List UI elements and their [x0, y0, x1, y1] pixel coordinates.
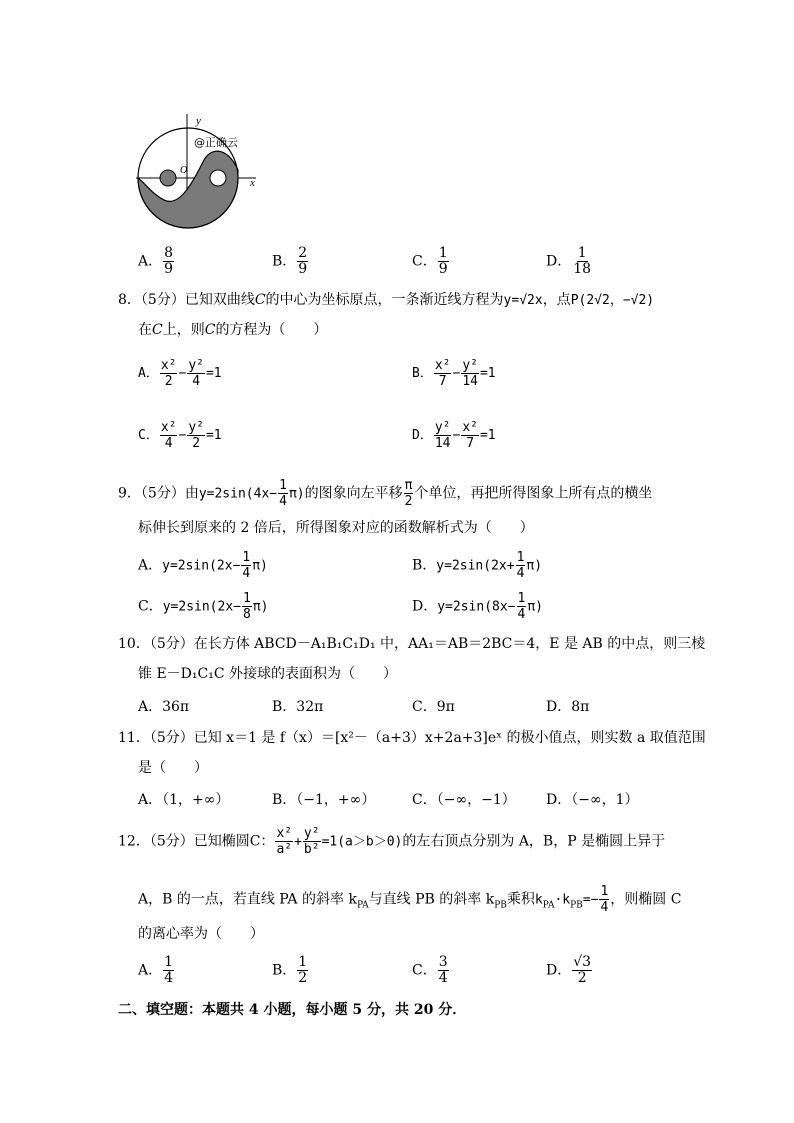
- num: 1: [516, 550, 525, 565]
- den: 4: [242, 566, 251, 581]
- num: x²: [276, 826, 293, 841]
- asymptote-eq: y=√2x: [503, 293, 543, 308]
- num: 1: [438, 245, 448, 261]
- option-letter: C．: [138, 428, 159, 443]
- func-text: =1(a＞b＞0): [321, 834, 403, 850]
- stem-text: ，则椭圆 C: [610, 891, 682, 908]
- q11-option-d[interactable]: D．（−∞，1）: [546, 792, 639, 808]
- q10-option-a[interactable]: A．36π: [138, 699, 190, 715]
- den: 2: [164, 374, 173, 389]
- op: −: [178, 366, 187, 381]
- den: 14: [434, 436, 451, 451]
- point-p: P(2√2，−√2): [570, 293, 655, 308]
- option-letter: C．: [412, 962, 437, 979]
- stem-text: 12．（5分）已知椭圆C：: [118, 833, 275, 850]
- func-text: y=2sin(8x−: [437, 599, 516, 615]
- den: 8: [243, 607, 251, 622]
- den: b²: [303, 842, 320, 857]
- tail: =1: [205, 428, 222, 443]
- num: 1: [577, 245, 587, 261]
- subscript: PB: [570, 900, 583, 911]
- func-text: π): [288, 486, 305, 502]
- option-letter: B．: [272, 253, 297, 270]
- option-letter: D．: [546, 253, 572, 270]
- num: x²: [160, 420, 177, 435]
- subscript: PA: [356, 900, 369, 911]
- den: 9: [438, 261, 448, 277]
- q10-option-b[interactable]: B．32π: [272, 699, 324, 715]
- option-letter: A．: [138, 366, 159, 381]
- num: y²: [303, 826, 320, 841]
- q9-stem-line1: [118, 478, 652, 509]
- den: 7: [466, 436, 475, 451]
- option-letter: A．: [138, 253, 163, 270]
- func-text: π): [527, 599, 543, 615]
- left-dot: [160, 170, 176, 186]
- stem-text: 的左右顶点分别为 A，B，P 是椭圆上异于: [402, 833, 666, 850]
- q10-option-d[interactable]: D．8π: [546, 699, 590, 715]
- num: y²: [434, 420, 451, 435]
- option-letter: B．: [412, 557, 437, 574]
- num: y²: [462, 358, 478, 373]
- func-text: π): [252, 558, 268, 574]
- q7-option-d[interactable]: [546, 246, 593, 277]
- stem-text: 上，则: [162, 322, 205, 338]
- den: 18: [573, 261, 592, 277]
- den: 2: [404, 494, 413, 509]
- q9-option-d[interactable]: [412, 591, 543, 622]
- num: 1: [242, 550, 251, 565]
- den: 7: [438, 374, 447, 389]
- stem-text: 在: [138, 322, 152, 338]
- q7-option-b[interactable]: [272, 246, 309, 277]
- func-text: π): [252, 599, 269, 615]
- q12-option-d[interactable]: [546, 955, 593, 986]
- den: 4: [192, 374, 201, 389]
- num: 8: [164, 245, 174, 261]
- num: x²: [462, 420, 478, 435]
- op: −: [452, 428, 461, 443]
- q9-option-c[interactable]: [138, 591, 268, 622]
- op: +: [294, 834, 302, 850]
- den: 9: [298, 261, 308, 277]
- den: 4: [279, 494, 287, 509]
- stem-text: 9．（5分）由: [118, 485, 199, 502]
- q10-stem-line2: 锥 E－D₁C₁C 外接球的表面积为（ ）: [138, 666, 397, 682]
- den: a²: [276, 842, 293, 857]
- q7-option-a[interactable]: [138, 246, 175, 277]
- op: =−: [582, 892, 599, 908]
- den: 4: [516, 566, 525, 581]
- q12-stem-line1: [118, 826, 665, 857]
- num: 1: [243, 591, 251, 606]
- right-dot: [210, 170, 226, 186]
- q11-option-c[interactable]: C．（−∞，−1）: [412, 792, 516, 808]
- q12-option-b[interactable]: [272, 955, 309, 986]
- tail: =1: [479, 366, 496, 381]
- func-text: y=2sin(2x−: [162, 599, 241, 615]
- den: 4: [438, 970, 448, 986]
- q11-option-a[interactable]: A．（1，+∞）: [138, 792, 230, 808]
- num: 3: [438, 954, 448, 970]
- den: 2: [192, 436, 201, 451]
- num: 1: [517, 591, 526, 606]
- num: √3: [573, 954, 592, 970]
- curve-name: C: [204, 322, 216, 338]
- num: y²: [188, 420, 204, 435]
- den: 9: [164, 261, 174, 277]
- func-text: k: [562, 892, 571, 908]
- func-text: y=2sin(2x+: [436, 558, 515, 574]
- y-label: y: [196, 115, 201, 127]
- q10-stem-line1: 10．（5分）在长方体 ABCD－A₁B₁C₁D₁ 中，AA₁＝AB＝2BC＝4，E 是 AB 的中点，则三棱: [118, 636, 706, 652]
- x-label: x: [250, 177, 255, 189]
- num: π: [404, 478, 413, 493]
- stem-text: 8．（5分）已知双曲线: [118, 292, 255, 308]
- num: 1: [600, 884, 609, 899]
- den: 4: [164, 436, 173, 451]
- func-text: y=2sin(2x−: [162, 558, 241, 574]
- q11-option-b[interactable]: B．（−1，+∞）: [272, 792, 376, 808]
- q12-stem-line3: 的离心率为（ ）: [138, 926, 264, 942]
- q8-stem-line1: [118, 290, 654, 311]
- num: 2: [298, 245, 308, 261]
- curve-name: C: [152, 322, 163, 338]
- q12-option-c[interactable]: [412, 955, 450, 986]
- option-letter: A．: [138, 557, 163, 574]
- num: x²: [434, 358, 451, 373]
- q7-option-c[interactable]: [412, 246, 450, 277]
- num: 1: [279, 478, 287, 493]
- tail: =1: [479, 428, 496, 443]
- stem-text: ，点: [542, 292, 571, 308]
- den: 2: [298, 970, 308, 986]
- den: 4: [517, 607, 526, 622]
- option-letter: D．: [546, 962, 572, 979]
- shaded-region: [138, 151, 238, 228]
- yin-yang-figure: [132, 108, 272, 233]
- q8-option-d[interactable]: [412, 420, 496, 451]
- stem-text: 乘积: [506, 891, 535, 908]
- option-letter: B．: [272, 962, 297, 979]
- option-letter: C．: [412, 253, 437, 270]
- num: 1: [298, 954, 308, 970]
- den: 4: [600, 900, 609, 915]
- subscript: PB: [494, 900, 507, 911]
- option-letter: C．: [138, 598, 163, 615]
- origin-label: O: [180, 165, 188, 176]
- stem-text: A，B 的一点，若直线 PA 的斜率 k: [138, 891, 357, 908]
- func-text: π): [526, 558, 543, 574]
- q11-stem-line2: 是（ ）: [138, 760, 208, 776]
- q8-option-a[interactable]: [138, 358, 222, 389]
- q12-option-a[interactable]: [138, 955, 175, 986]
- tail: =1: [205, 366, 222, 381]
- func-text: y=2sin(4x−: [198, 486, 278, 502]
- op: −: [178, 428, 187, 443]
- den: 2: [577, 970, 587, 986]
- q10-option-c[interactable]: C．9π: [412, 699, 455, 715]
- op: −: [452, 366, 461, 381]
- subscript: PA: [542, 900, 555, 911]
- stem-text: 个单位，再把所得图象上所有点的横坐: [414, 485, 653, 502]
- num: x²: [160, 358, 177, 373]
- q11-stem-line1: 11．（5分）已知 x＝1 是 f（x）＝[x²－（a+3）x+2a+3]eˣ 的极小值点，则实数 a 取值范围: [118, 730, 706, 746]
- stem-text: 的方程为（ ）: [215, 322, 328, 338]
- stem-text: 与直线 PB 的斜率 k: [368, 891, 495, 908]
- q12-stem-line2: A，B 的一点，若直线 PA 的斜率 $k_{PA}$与直线 PB 的斜率 $k_{PB}$乘积$k_{PA}\cdot k_{PB}=-$ $\frac{1}{4}$ ，则椭圆 C: [138, 884, 682, 915]
- watermark: @正确云: [194, 136, 238, 149]
- option-letter: D．: [412, 428, 433, 443]
- q8-option-c[interactable]: [138, 420, 222, 451]
- num: 1: [164, 954, 174, 970]
- option-letter: D．: [412, 598, 438, 615]
- curve-name: C: [254, 292, 266, 308]
- stem-text: 的图象向左平移: [304, 485, 403, 502]
- den: 4: [164, 970, 174, 986]
- q8-option-b[interactable]: [412, 358, 496, 389]
- q8-stem-line2: [138, 320, 327, 340]
- den: 14: [462, 374, 478, 389]
- num: y²: [188, 358, 204, 373]
- option-letter: A．: [138, 962, 163, 979]
- section-heading: 二、填空题：本题共 4 小题，每小题 5 分，共 20 分．: [118, 1002, 467, 1018]
- stem-text: 的中心为坐标原点，一条渐近线方程为: [265, 292, 504, 308]
- func-text: k: [534, 892, 543, 908]
- q9-option-b[interactable]: [412, 550, 542, 581]
- option-letter: B．: [412, 366, 433, 381]
- q9-option-a[interactable]: [138, 550, 268, 581]
- q9-stem-line2: 标伸长到原来的 2 倍后，所得图象对应的函数解析式为（ ）: [138, 520, 534, 536]
